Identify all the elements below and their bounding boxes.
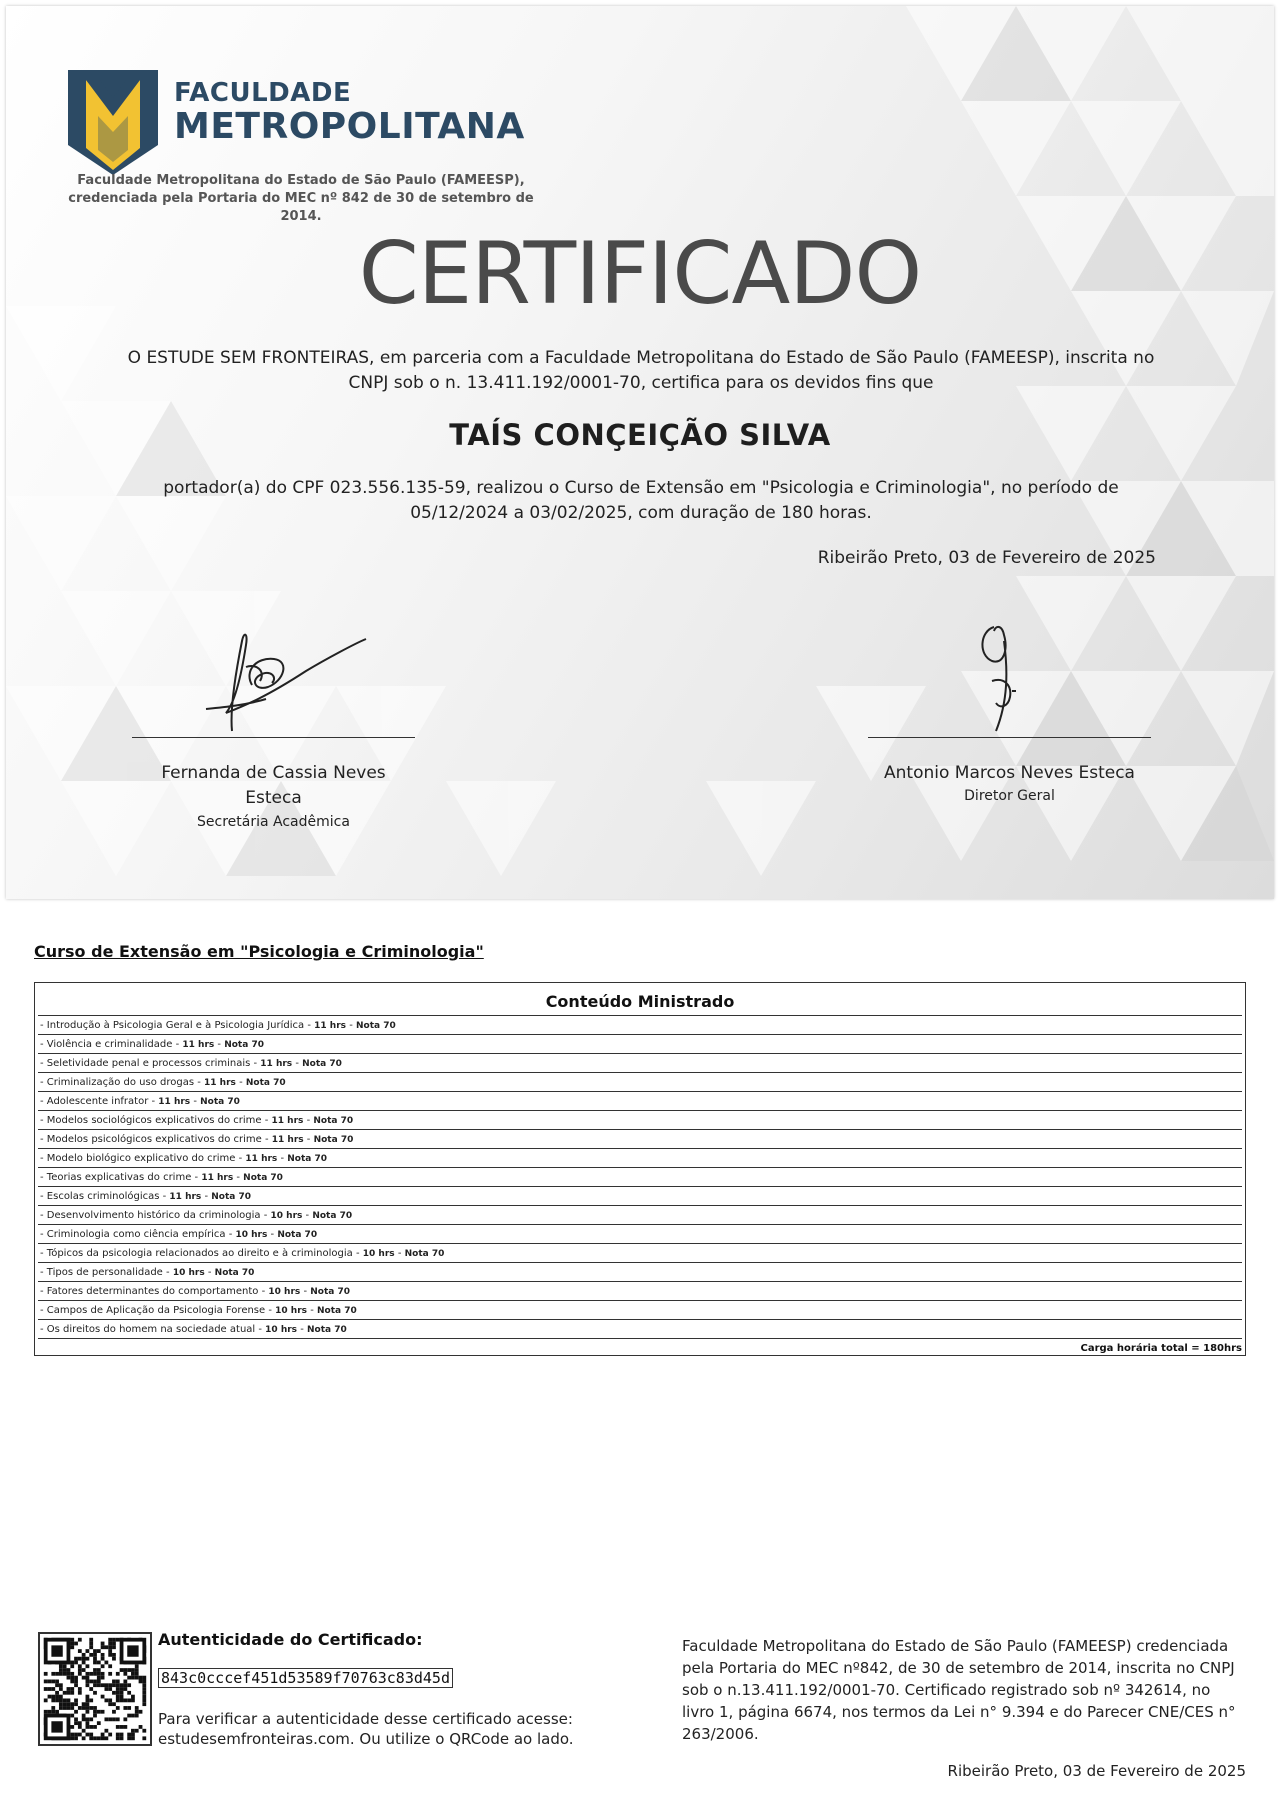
row-hours: 10 hrs — [265, 1325, 298, 1335]
row-grade: Nota 70 — [214, 1268, 255, 1278]
authenticity-title: Autenticidade do Certificado: — [158, 1630, 423, 1649]
contents-page — [0, 912, 1280, 1815]
row-grade: Nota 70 — [313, 1116, 354, 1126]
table-row: - Modelos sociológicos explicativos do crime - 11 hrs - Nota 70 — [38, 1111, 1242, 1130]
row-hours: 11 hrs — [158, 1097, 191, 1107]
qr-code-icon[interactable] — [38, 1632, 152, 1746]
signature-line-right — [868, 737, 1151, 738]
certificate-intro: O ESTUDE SEM FRONTEIRAS, em parceria com a Faculdade Metropolitana do Estado de São Paulo (FAMEESP), inscrita no CNPJ sob o n. 13.411.192/0001-70, certifica para os devidos fins que — [127, 348, 1155, 393]
signatory-name-right: Antonio Marcos Neves Esteca — [884, 763, 1135, 783]
row-grade: Nota 70 — [245, 1078, 286, 1088]
row-hours: 10 hrs — [275, 1306, 308, 1316]
certificate-body: portador(a) do CPF 023.556.135-59, realizou o Curso de Extensão em "Psicologia e Criminologia", no período de 05/12/2024 a 03/02/2025, com duração de 180 horas. — [163, 478, 1119, 523]
institution-credential: Faculdade Metropolitana do Estado de São Paulo (FAMEESP), credenciada pela Portaria do MEC nº 842 de 30 de setembro de 2014. — [68, 173, 534, 224]
course-title: Curso de Extensão em "Psicologia e Criminologia" — [34, 942, 484, 961]
row-grade: Nota 70 — [355, 1021, 396, 1031]
row-grade: Nota 70 — [307, 1325, 347, 1335]
signature-fernanda-icon — [186, 621, 376, 741]
table-row: - Tópicos da psicologia relacionados ao direito e à criminologia - 10 hrs - Nota 70 — [38, 1244, 1242, 1263]
row-topic: - Violência e criminalidade — [40, 1039, 173, 1050]
row-topic: - Tipos de personalidade — [40, 1267, 163, 1278]
row-hours: 11 hrs — [204, 1078, 236, 1088]
table-row: - Escolas criminológicas - 11 hrs - Nota 70 — [38, 1187, 1242, 1206]
table-row: - Os direitos do homem na sociedade atual - 10 hrs - Nota 70 — [38, 1320, 1242, 1339]
contents-place-date: Ribeirão Preto, 03 de Fevereiro de 2025 — [947, 1762, 1246, 1780]
table-row: - Desenvolvimento histórico da criminologia - 10 hrs - Nota 70 — [38, 1206, 1242, 1225]
row-topic: - Os direitos do homem na sociedade atual — [40, 1324, 256, 1335]
brand-name-line2: METROPOLITANA — [174, 106, 525, 147]
row-hours: 10 hrs — [235, 1230, 268, 1240]
table-row: - Teorias explicativas do crime - 11 hrs - Nota 70 — [38, 1168, 1242, 1187]
table-row: - Adolescente infrator - 11 hrs - Nota 70 — [38, 1092, 1242, 1111]
contents-table — [34, 982, 1246, 1356]
table-row: - Tipos de personalidade - 10 hrs - Nota 70 — [38, 1263, 1242, 1282]
total-hours: Carga horária total = 180hrs — [1080, 1343, 1242, 1354]
row-grade: Nota 70 — [313, 1135, 354, 1145]
table-row: - Modelos psicológicos explicativos do crime - 11 hrs - Nota 70 — [38, 1130, 1242, 1149]
table-row: - Campos de Aplicação da Psicologia Forense - 10 hrs - Nota 70 — [38, 1301, 1242, 1320]
verify-instructions: Para verificar a autenticidade desse certificado acesse: estudesemfronteiras.com. Ou utilize o QRCode ao lado. — [158, 1710, 574, 1748]
row-grade: Nota 70 — [404, 1249, 445, 1259]
row-topic: - Criminologia como ciência empírica — [40, 1229, 226, 1240]
table-row: - Violência e criminalidade - 11 hrs - Nota 70 — [38, 1035, 1242, 1054]
recipient-name: TAÍS CONÇEIÇÃO SILVA — [449, 418, 831, 452]
table-row: - Modelo biológico explicativo do crime - 11 hrs - Nota 70 — [38, 1149, 1242, 1168]
certificate-title: CERTIFICADO — [358, 224, 922, 324]
row-grade: Nota 70 — [302, 1059, 342, 1069]
row-hours: 11 hrs — [260, 1059, 293, 1069]
row-hours: 10 hrs — [172, 1268, 205, 1278]
signatory-role-left: Secretária Acadêmica — [197, 814, 350, 830]
row-grade: Nota 70 — [243, 1173, 283, 1183]
signature-antonio-icon — [966, 621, 1046, 741]
signature-line-left — [132, 737, 415, 738]
row-topic: - Modelo biológico explicativo do crime — [40, 1153, 236, 1164]
row-hours: 11 hrs — [314, 1021, 347, 1031]
table-row: - Introdução à Psicologia Geral e à Psicologia Jurídica - 11 hrs - Nota 70 — [38, 1016, 1242, 1035]
faculdade-metropolitana-logo-icon — [68, 70, 158, 175]
row-topic: - Fatores determinantes do comportamento — [40, 1286, 259, 1297]
row-hours: 11 hrs — [201, 1173, 234, 1183]
row-hours: 11 hrs — [271, 1135, 304, 1145]
row-grade: Nota 70 — [312, 1211, 353, 1221]
authenticity-hash[interactable]: 843c0cccef451d53589f70763c83d45d — [158, 1668, 453, 1688]
table-row: - Criminologia como ciência empírica - 10 hrs - Nota 70 — [38, 1225, 1242, 1244]
brand-name-line1: FACULDADE — [174, 78, 352, 108]
row-grade: Nota 70 — [310, 1287, 350, 1297]
row-hours: 11 hrs — [245, 1154, 278, 1164]
row-hours: 10 hrs — [270, 1211, 303, 1221]
row-grade: Nota 70 — [211, 1192, 252, 1202]
row-topic: - Seletividade penal e processos criminais — [40, 1058, 251, 1069]
row-topic: - Adolescente infrator — [40, 1096, 149, 1107]
row-topic: - Modelos psicológicos explicativos do crime — [40, 1134, 262, 1145]
signatory-name-left: Fernanda de Cassia Neves Esteca — [161, 763, 386, 808]
row-topic: - Modelos sociológicos explicativos do crime — [40, 1115, 262, 1126]
certificate-place-date: Ribeirão Preto, 03 de Fevereiro de 2025 — [817, 548, 1156, 568]
row-topic: - Tópicos da psicologia relacionados ao direito e à criminologia — [40, 1248, 353, 1259]
row-grade: Nota 70 — [200, 1097, 240, 1107]
signatory-role-right: Diretor Geral — [964, 788, 1055, 804]
row-hours: 10 hrs — [362, 1249, 395, 1259]
table-row: - Fatores determinantes do comportamento - 10 hrs - Nota 70 — [38, 1282, 1242, 1301]
row-topic: - Escolas criminológicas — [40, 1191, 160, 1202]
row-hours: 11 hrs — [169, 1192, 202, 1202]
row-topic: - Campos de Aplicação da Psicologia Forense — [40, 1305, 266, 1316]
row-topic: - Introdução à Psicologia Geral e à Psicologia Jurídica — [40, 1020, 305, 1031]
row-topic: - Desenvolvimento histórico da criminologia — [40, 1210, 261, 1221]
contents-table-body — [35, 1016, 1245, 1339]
row-hours: 11 hrs — [182, 1040, 215, 1050]
row-topic: - Teorias explicativas do crime — [40, 1172, 192, 1183]
row-hours: 10 hrs — [268, 1287, 301, 1297]
certificate-page — [6, 6, 1274, 899]
table-row: - Seletividade penal e processos criminais - 11 hrs - Nota 70 — [38, 1054, 1242, 1073]
contents-table-header: Conteúdo Ministrado — [38, 983, 1242, 1016]
row-grade: Nota 70 — [224, 1040, 264, 1050]
table-row: - Criminalização do uso drogas - 11 hrs - Nota 70 — [38, 1073, 1242, 1092]
row-grade: Nota 70 — [287, 1154, 327, 1164]
row-grade: Nota 70 — [316, 1306, 357, 1316]
row-hours: 11 hrs — [271, 1116, 304, 1126]
row-grade: Nota 70 — [277, 1230, 318, 1240]
registry-notice: Faculdade Metropolitana do Estado de São Paulo (FAMEESP) credenciada pela Portaria do MEC nº842, de 30 de setembro de 2014, inscrita no CNPJ sob o n.13.411.192/0001-70. Certificado registrado sob nº 342614, no livro 1, página 6674, nos termos da Lei n° 9.394 e do Parecer CNE/CES n° 263/2006. — [682, 1637, 1236, 1743]
row-topic: - Criminalização do uso drogas — [40, 1077, 195, 1088]
